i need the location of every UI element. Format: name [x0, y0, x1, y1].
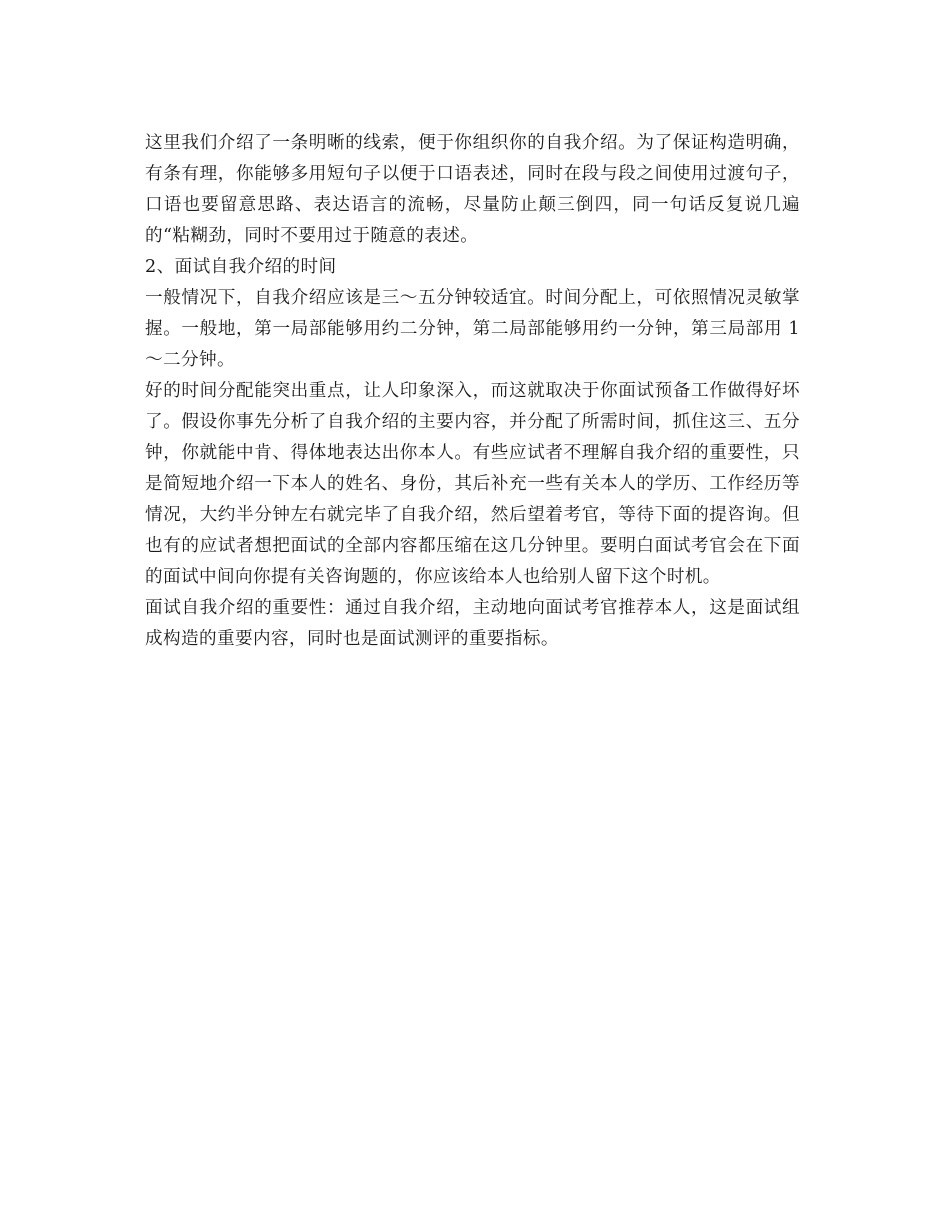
paragraph-intro: 这里我们介绍了一条明晰的线索，便于你组织你的自我介绍。为了保证构造明确，有条有理，你能够多用短句子以便于口语表述，同时在段与段之间使用过渡句子，口语也要留意思路、表达语言的流畅，尽量防止颠三倒四，同一句话反复说几遍的“粘糊劲，同时不要用过于随意的表述。: [145, 133, 800, 246]
section-heading: 2、面试自我介绍的时间: [145, 257, 337, 277]
document-body: [145, 128, 800, 655]
paragraph-importance: 面试自我介绍的重要性：通过自我介绍，主动地向面试考官推荐本人，这是面试组成构造的重要内容，同时也是面试测评的重要指标。: [145, 598, 800, 649]
paragraph-time-allocation: 一般情况下，自我介绍应该是三～五分钟较适宜。时间分配上，可依照情况灵敏掌握。一般地，第一局部能够用约二分钟，第二局部能够用约一分钟，第三局部用 1～二分钟。: [145, 288, 800, 370]
paragraph-time-importance: 好的时间分配能突出重点，让人印象深入，而这就取决于你面试预备工作做得好坏了。假设你事先分析了自我介绍的主要内容，并分配了所需时间，抓住这三、五分钟，你就能中肯、得体地表达出你本人。有些应试者不理解自我介绍的重要性，只是简短地介绍一下本人的姓名、身份，其后补充一些有关本人的学历、工作经历等情况，大约半分钟左右就完毕了自我介绍，然后望着考官，等待下面的提咨询。但也有的应试者想把面试的全部内容都压缩在这几分钟里。要明白面试考官会在下面的面试中间向你提有关咨询题的，你应该给本人也给别人留下这个时机。: [145, 381, 800, 587]
